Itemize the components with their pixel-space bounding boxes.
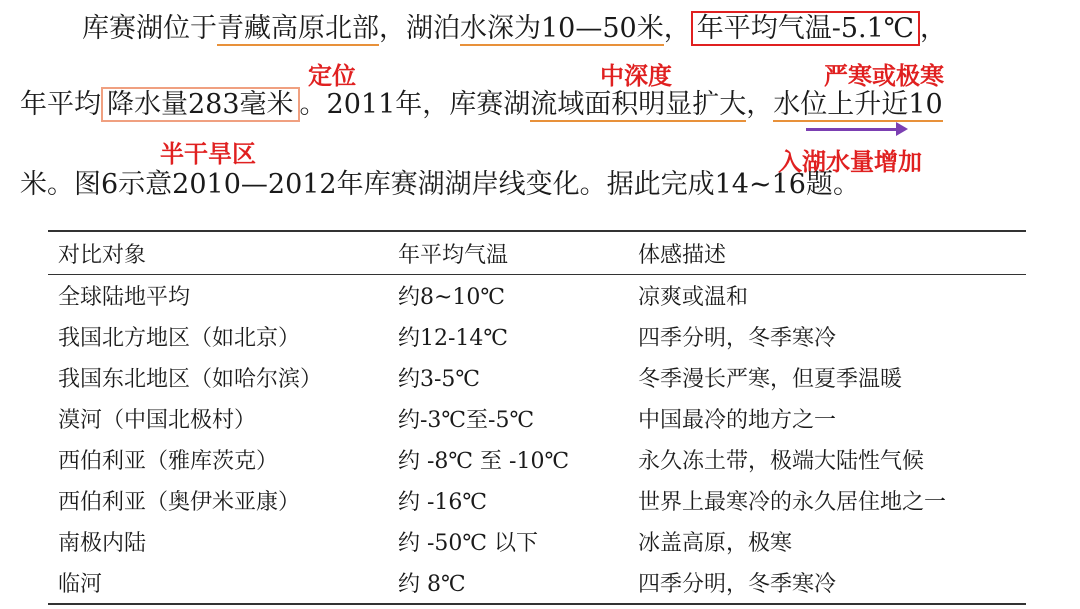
passage-line-3 bbox=[20, 168, 860, 202]
cell-description: 中国最冷的地方之一 bbox=[638, 408, 837, 433]
highlight-temperature-box: 年平均气温-5.1℃ bbox=[691, 11, 920, 46]
temperature-comparison-table bbox=[48, 230, 1026, 605]
cell-temp: 约 -50℃ 以下 bbox=[398, 531, 539, 556]
cell-description: 冬季漫长严寒，但夏季温暖 bbox=[638, 367, 903, 392]
cell-subject: 全球陆地平均 bbox=[58, 285, 191, 310]
annotation-cold: 严寒或极寒 bbox=[824, 62, 944, 90]
cell-temp: 约 -16℃ bbox=[398, 490, 488, 515]
passage-text: 库赛湖位于 bbox=[82, 13, 217, 44]
annotation-depth: 中深度 bbox=[600, 62, 672, 90]
highlight-precipitation-box: 降水量283毫米 bbox=[101, 87, 300, 122]
passage-text: 年平均 bbox=[20, 89, 101, 120]
highlight-basin-area: 流域面积明显扩大 bbox=[530, 89, 747, 120]
header-description: 体感描述 bbox=[638, 242, 727, 268]
header-subject: 对比对象 bbox=[58, 242, 147, 268]
cell-subject: 西伯利亚（奥伊米亚康） bbox=[58, 490, 301, 515]
passage-text: 米。图6示意2010—2012年库赛湖湖岸线变化。据此完成14~16题。 bbox=[20, 169, 860, 200]
table-row bbox=[48, 439, 1026, 480]
table-row bbox=[48, 398, 1026, 439]
cell-subject: 我国北方地区（如北京） bbox=[58, 326, 301, 351]
passage-line-1 bbox=[82, 12, 947, 46]
annotation-location: 定位 bbox=[308, 62, 356, 90]
highlight-depth: 水深为10—50米 bbox=[460, 13, 664, 44]
highlight-water-level: 水位上升近10 bbox=[773, 89, 943, 120]
table-row bbox=[48, 562, 1026, 604]
table-row bbox=[48, 521, 1026, 562]
annotation-semi-arid: 半干旱区 bbox=[160, 140, 256, 168]
cell-description: 四季分明，冬季寒冷 bbox=[638, 326, 837, 351]
cell-description: 四季分明，冬季寒冷 bbox=[638, 572, 837, 597]
table-row bbox=[48, 357, 1026, 398]
header-annual-temp: 年平均气温 bbox=[398, 242, 509, 268]
highlight-location: 青藏高原北部 bbox=[217, 13, 379, 44]
passage-text: 。2011年，库赛湖 bbox=[299, 89, 531, 120]
cell-subject: 我国东北地区（如哈尔滨） bbox=[58, 367, 323, 392]
cell-subject: 漠河（中国北极村） bbox=[58, 408, 257, 433]
annotation-inflow: 入湖水量增加 bbox=[778, 148, 922, 176]
cell-description: 冰盖高原，极寒 bbox=[638, 531, 793, 556]
table-row bbox=[48, 275, 1026, 317]
cell-subject: 西伯利亚（雅库茨克） bbox=[58, 449, 279, 474]
table-row bbox=[48, 316, 1026, 357]
cell-temp: 约-3℃至-5℃ bbox=[398, 408, 535, 433]
cell-description: 凉爽或温和 bbox=[638, 285, 749, 310]
passage-text: ， bbox=[663, 13, 691, 44]
cell-temp: 约12-14℃ bbox=[398, 326, 509, 351]
passage-text: ， bbox=[919, 13, 947, 44]
cell-temp: 约 -8℃ 至 -10℃ bbox=[398, 449, 570, 474]
passage-text: ，湖泊 bbox=[379, 13, 460, 44]
cell-description: 永久冻土带，极端大陆性气候 bbox=[638, 449, 925, 474]
cell-description: 世界上最寒冷的永久居住地之一 bbox=[638, 490, 947, 515]
cell-subject: 临河 bbox=[58, 572, 103, 597]
arrow-icon bbox=[806, 128, 898, 131]
table-row bbox=[48, 480, 1026, 521]
cell-temp: 约8~10℃ bbox=[398, 285, 506, 310]
cell-temp: 约3-5℃ bbox=[398, 367, 481, 392]
passage-line-2 bbox=[20, 88, 943, 122]
cell-temp: 约 8℃ bbox=[398, 572, 466, 597]
cell-subject: 南极内陆 bbox=[58, 531, 147, 556]
table-header-row bbox=[48, 231, 1026, 275]
passage-text: ， bbox=[746, 89, 774, 120]
